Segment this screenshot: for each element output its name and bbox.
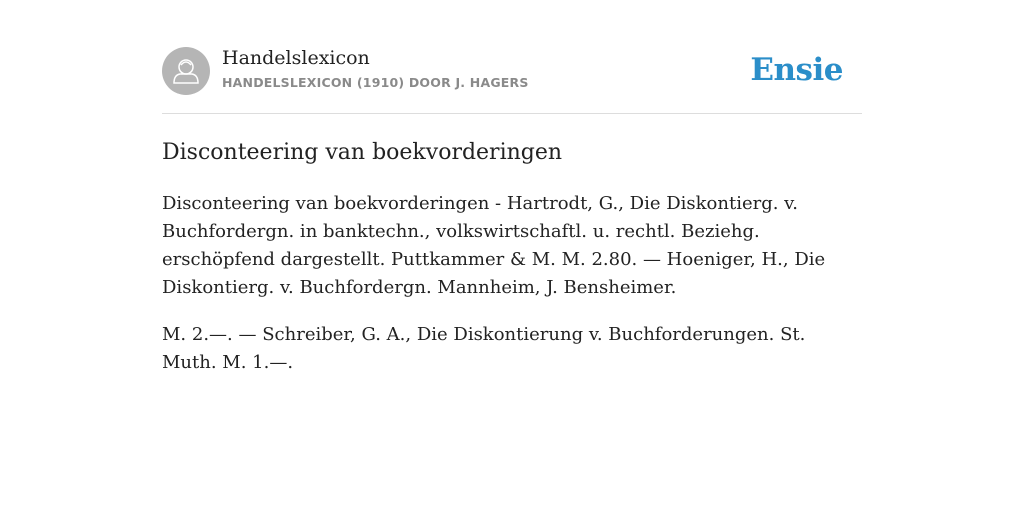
article-paragraph: Disconteering van boekvorderingen - Hartrodt, G., Die Diskontierg. v. Buchfordergn. in banktechn., volkswirtschaftl. u. rechtl. Beziehg. erschöpfend dargestellt. Puttkammer & M. M. 2.80. — Hoeniger, H., Die Diskontierg. v. Buchfordergn. Mannheim, J. Bensheimer. <box>162 193 826 298</box>
article-body <box>162 190 862 396</box>
card-header <box>162 0 862 114</box>
definition-card <box>162 0 862 373</box>
source-name[interactable]: Handelslexicon <box>222 47 370 69</box>
article-paragraph: M. 2.—. — Schreiber, G. A., Die Diskontierung v. Buchforderungen. St. Muth. M. 1.—. <box>162 324 806 373</box>
article-title: Disconteering van boekvorderingen <box>162 140 563 165</box>
user-placeholder-icon[interactable] <box>162 47 210 95</box>
source-subtitle: HANDELSLEXICON (1910) DOOR J. HAGERS <box>222 75 529 90</box>
brand-logo[interactable]: Ensie <box>750 52 843 88</box>
